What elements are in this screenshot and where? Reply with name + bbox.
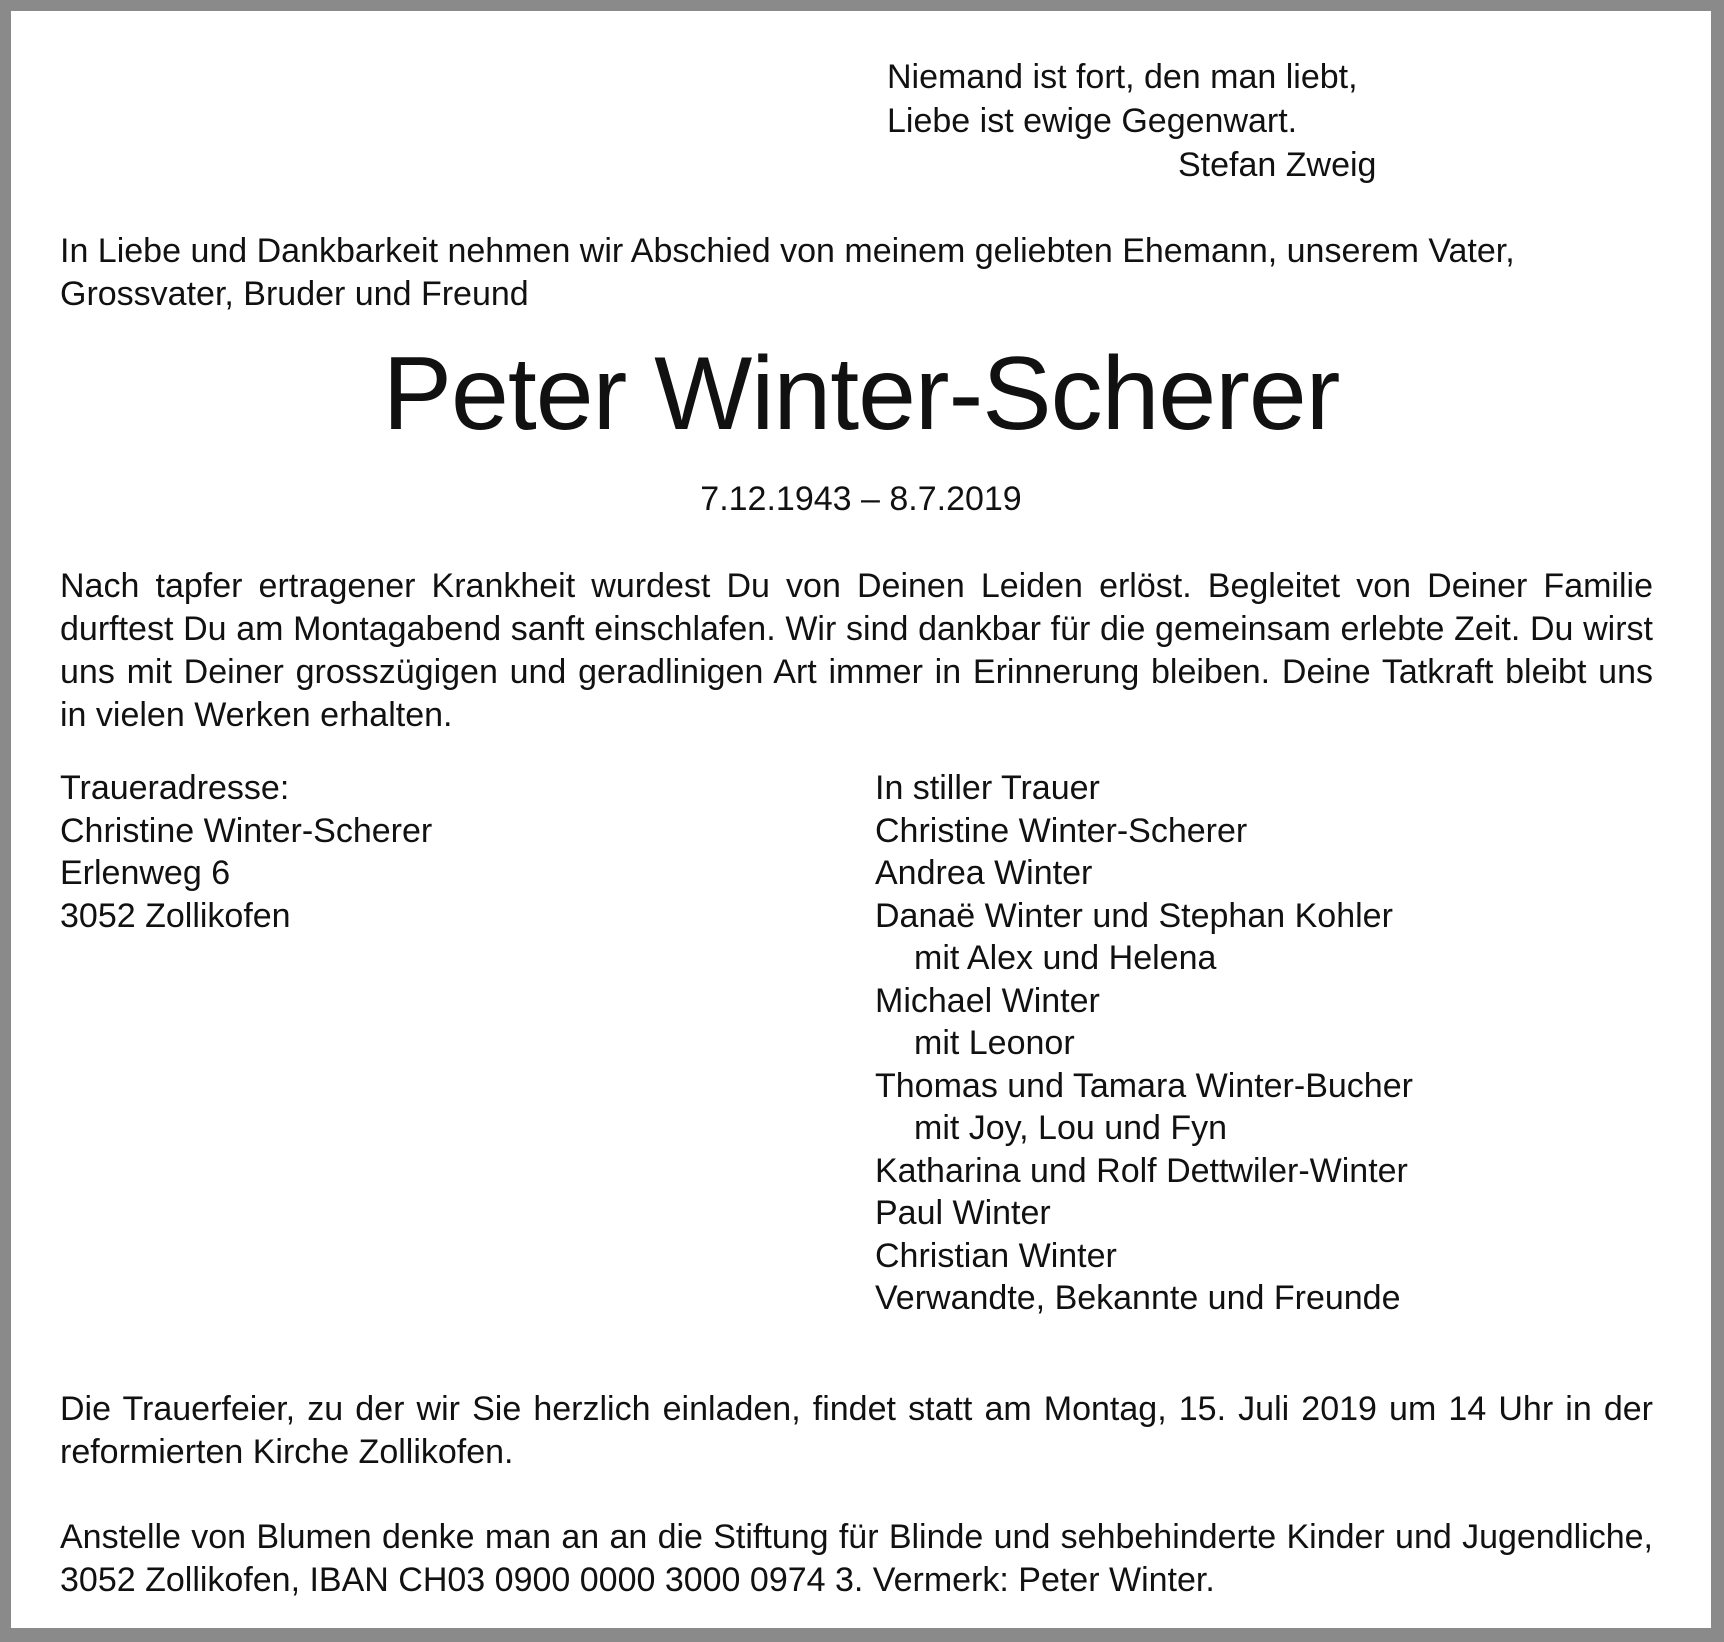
- mourning-address: [60, 767, 432, 937]
- quote-line-1: Niemand ist fort, den man liebt,: [887, 58, 1358, 96]
- deceased-name: Peter Winter-Scherer: [382, 336, 1340, 452]
- motto-quote: [887, 55, 1376, 187]
- address-name: Christine Winter-Scherer: [60, 811, 433, 850]
- mourner-entry: Andrea Winter: [875, 854, 1093, 892]
- ceremony-notice: Die Trauerfeier, zu der wir Sie herzlich einladen, findet statt am Montag, 15. Juli 2019 um 14 Uhr in der reformierten Kirche Zollikofen.: [60, 1390, 1653, 1471]
- obituary-notice: [11, 11, 1711, 1628]
- mourner-entry: mit Joy, Lou und Fyn: [914, 1109, 1228, 1147]
- mourner-entry: Paul Winter: [875, 1194, 1051, 1232]
- mourner-entry: Michael Winter: [875, 981, 1100, 1020]
- mourner-entry: mit Alex und Helena: [914, 939, 1217, 977]
- life-dates: 7.12.1943 – 8.7.2019: [700, 480, 1022, 518]
- mourners-list: [875, 767, 1413, 1320]
- mourner-entry: Katharina und Rolf Dettwiler-Winter: [875, 1151, 1408, 1190]
- mourners-heading: In stiller Trauer: [875, 769, 1100, 807]
- mourner-entry: Verwandte, Bekannte und Freunde: [875, 1279, 1401, 1317]
- mourner-entry: Thomas und Tamara Winter-Bucher: [875, 1066, 1413, 1105]
- intro-text: In Liebe und Dankbarkeit nehmen wir Abschied von meinem geliebten Ehemann, unserem Vater, Grossvater, Bruder und Freund: [60, 232, 1515, 313]
- farewell-message: Nach tapfer ertragener Krankheit wurdest Du von Deinen Leiden erlöst. Begleitet von Deiner Familie durftest Du am Montagabend sanft einschlafen. Wir sind dankbar für die gemeinsam erlebte Zeit. Du wirst uns mit Deiner grosszügigen und geradlinigen Art immer in Erinnerung bleiben. Deine Tatkraft bleibt uns in vielen Werken erhalten.: [60, 567, 1653, 734]
- mourner-entry: Christian Winter: [875, 1236, 1117, 1275]
- donation-notice: Anstelle von Blumen denke man an an die Stiftung für Blinde und sehbehinderte Kinder und Jugendliche, 3052 Zollikofen, IBAN CH03 0900 0000 3000 0974 3. Vermerk: Peter Winter.: [60, 1518, 1653, 1599]
- quote-line-2: Liebe ist ewige Gegenwart.: [887, 102, 1298, 140]
- mourner-entry: Danaë Winter und Stephan Kohler: [875, 896, 1393, 935]
- quote-author: Stefan Zweig: [1178, 146, 1377, 184]
- mourner-entry: Christine Winter-Scherer: [875, 811, 1248, 850]
- address-street: Erlenweg 6: [60, 854, 231, 892]
- address-city: 3052 Zollikofen: [60, 896, 291, 935]
- mourner-entry: mit Leonor: [914, 1024, 1075, 1062]
- address-label: Traueradresse:: [60, 769, 290, 807]
